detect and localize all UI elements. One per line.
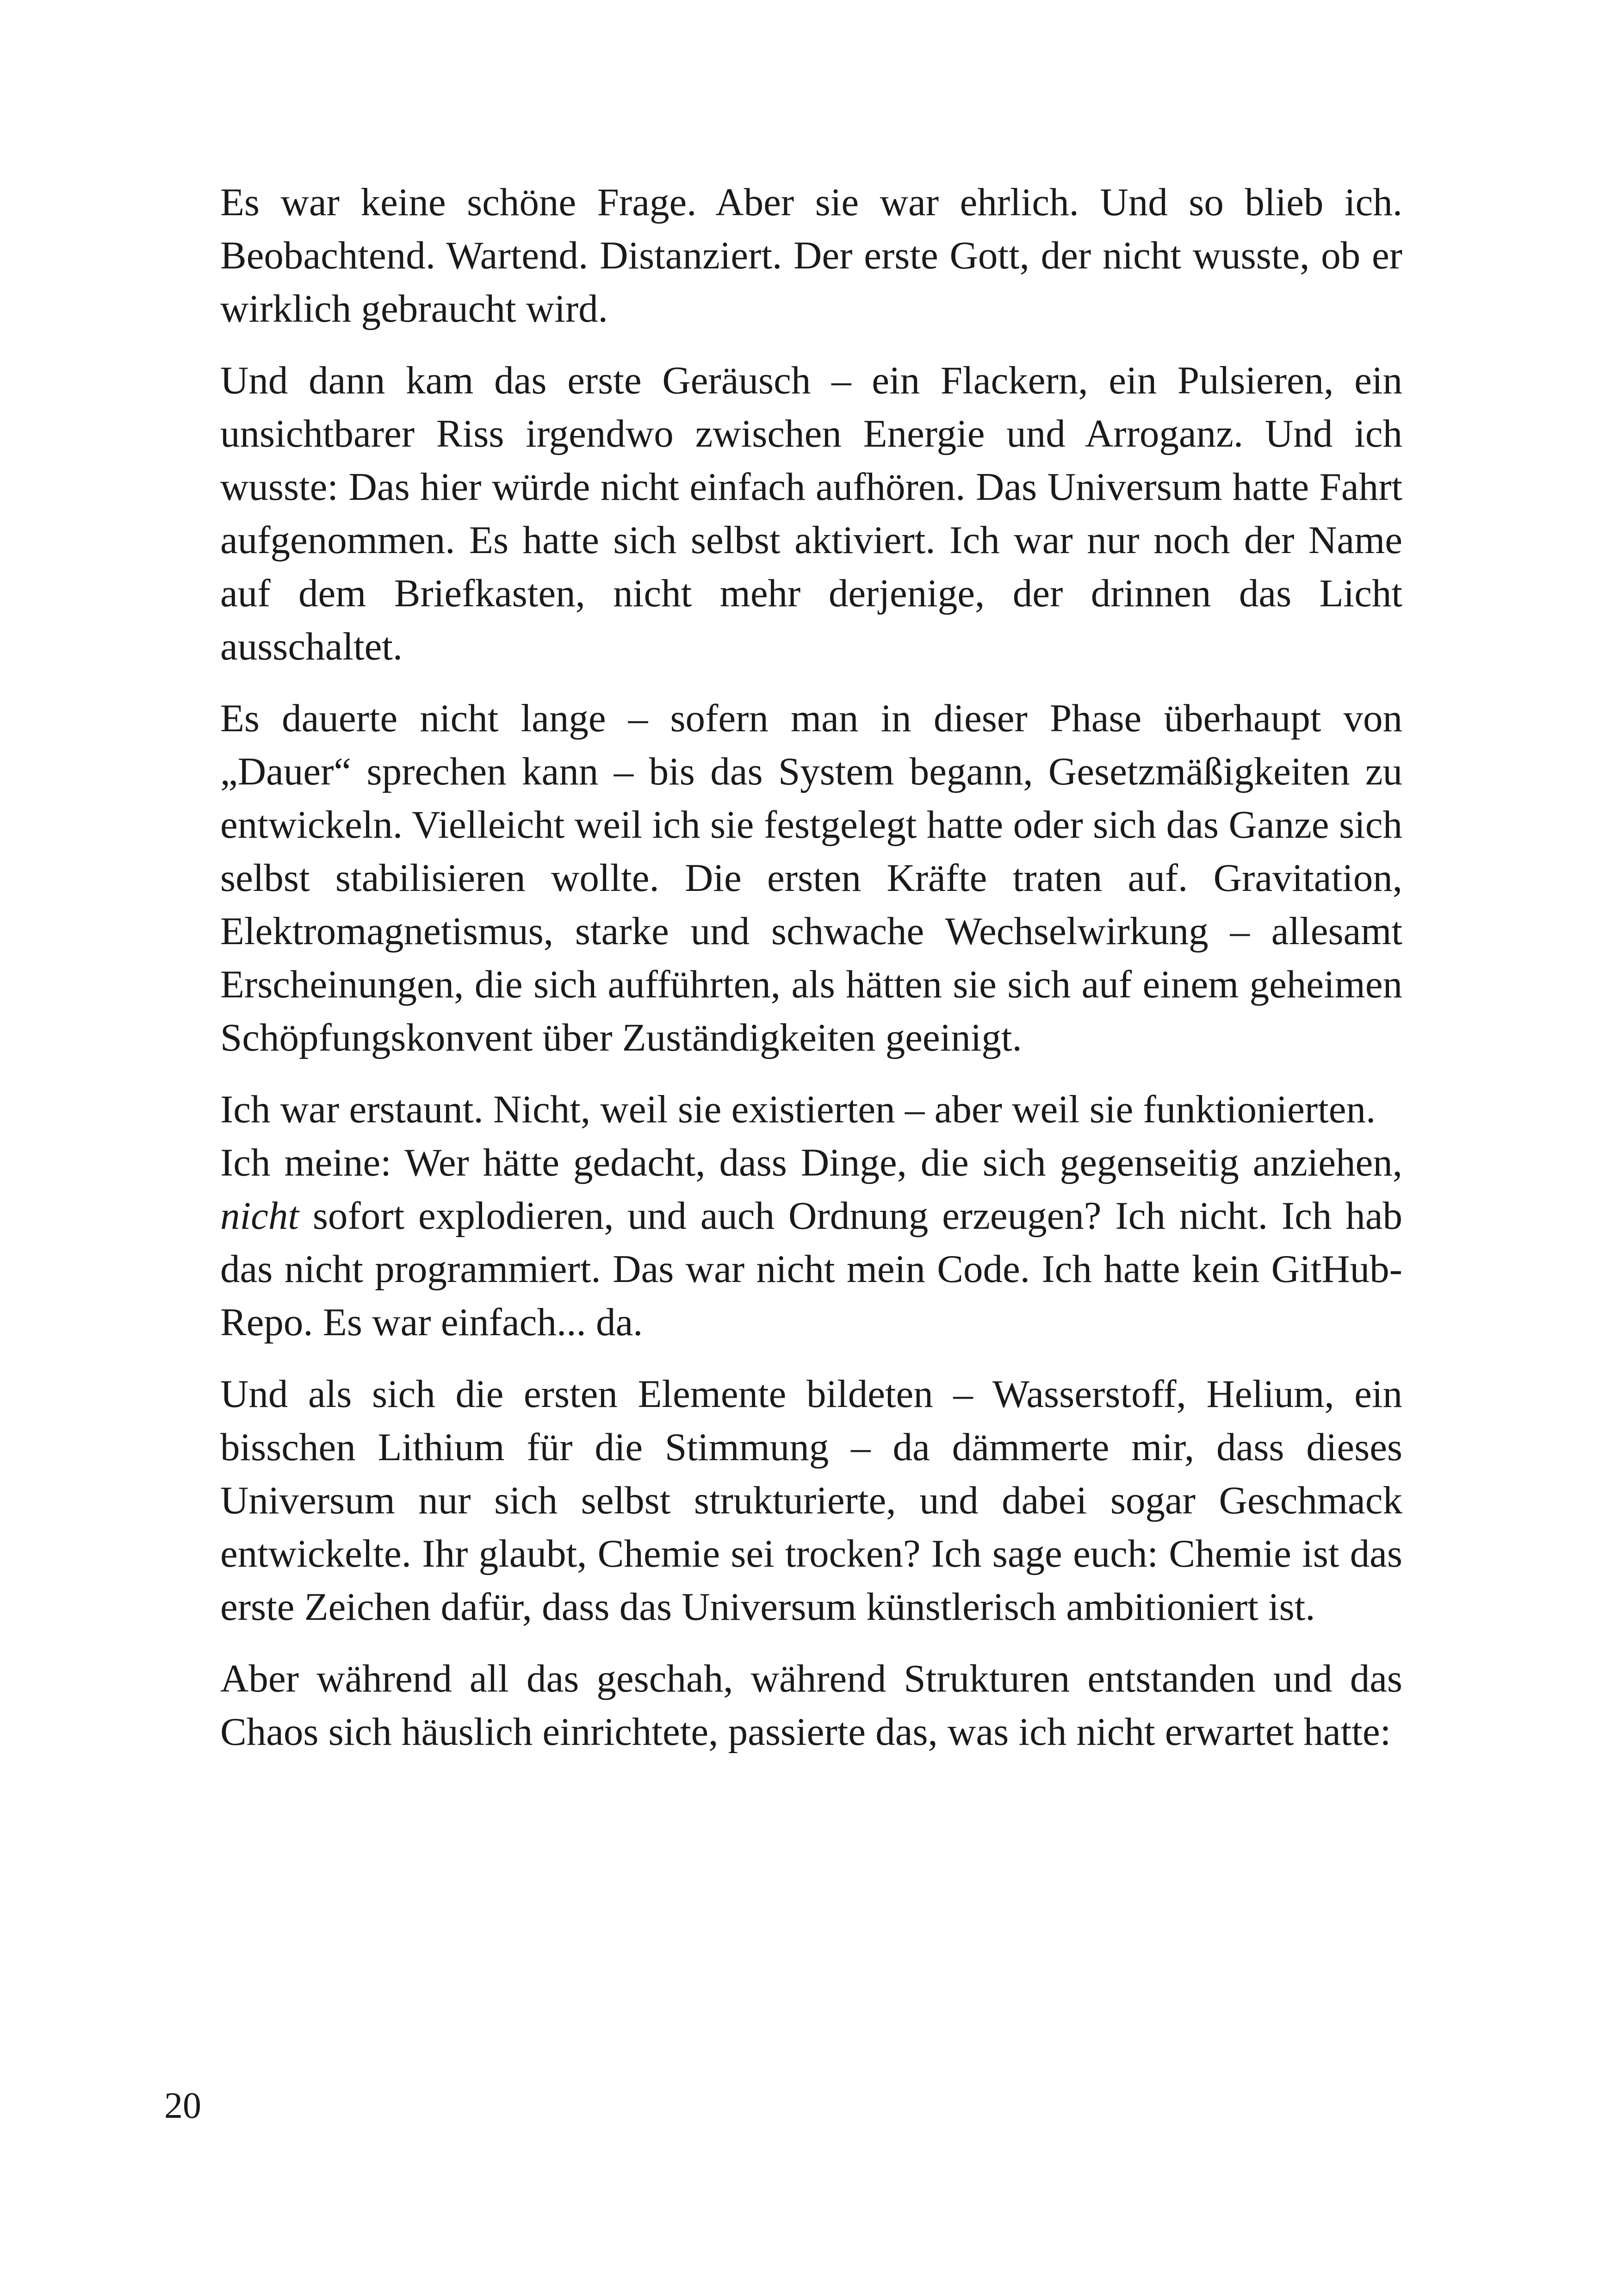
paragraph-5 [220,1136,1402,1349]
paragraph-4: Ich war erstaunt. Nicht, weil sie existierten – aber weil sie funktionierten. [220,1088,1376,1131]
page-number: 20 [164,2085,201,2126]
paragraph-5-before: Ich meine: Wer hätte gedacht, dass Dinge, die sich gegenseitig anziehen, [220,1141,1402,1184]
paragraph-5-after: sofort explodieren, und auch Ordnung erzeugen? Ich nicht. Ich hab das nicht programmiert. Das war nicht mein Code. Ich hatte kein GitHub-Repo. Es war einfach... da. [220,1194,1402,1344]
paragraph-5-emphasis: nicht [220,1194,299,1238]
paragraph-2: Und dann kam das erste Geräusch – ein Flackern, ein Pulsieren, ein unsichtbarer Riss irgendwo zwischen Energie und Arroganz. Und ich wusste: Das hier würde nicht einfach aufhören. Das Universum hatte Fahrt aufgenommen. Es hatte sich selbst aktiviert. Ich war nur noch der Name auf dem Briefkasten, nicht mehr derjenige, der drinnen das Licht ausschaltet. [220,359,1402,668]
paragraph-6: Und als sich die ersten Elemente bildeten – Wasserstoff, Helium, ein bisschen Lithium für die Stimmung – da dämmerte mir, dass dieses Universum nur sich selbst strukturierte, und dabei sogar Geschmack entwickelte. Ihr glaubt, Chemie sei trocken? Ich sage euch: Chemie ist das erste Zeichen dafür, dass das Universum künstlerisch ambitioniert ist. [220,1372,1402,1629]
paragraph-7: Aber während all das geschah, während Strukturen entstanden und das Chaos sich häuslich einrichtete, passierte das, was ich nicht erwartet hatte: [220,1657,1402,1754]
paragraph-1: Es war keine schöne Frage. Aber sie war ehrlich. Und so blieb ich. Beobachtend. Wartend. Distanziert. Der erste Gott, der nicht wusste, ob er wirklich gebraucht wird. [220,180,1402,330]
paragraph-3: Es dauerte nicht lange – sofern man in dieser Phase überhaupt von „Dauer“ sprechen kann – bis das System begann, Gesetzmäßigkeiten zu entwickeln. Vielleicht weil ich sie festgelegt hatte oder sich das Ganze sich selbst stabilisieren wollte. Die ersten Kräfte traten auf. Gravitation, Elektromagnetismus, starke und schwache Wechselwirkung – allesamt Erscheinungen, die sich aufführten, als hätten sie sich auf einem geheimen Schöpfungskonvent über Zuständigkeiten geeinigt. [220,697,1402,1059]
body-text [220,176,1402,1777]
